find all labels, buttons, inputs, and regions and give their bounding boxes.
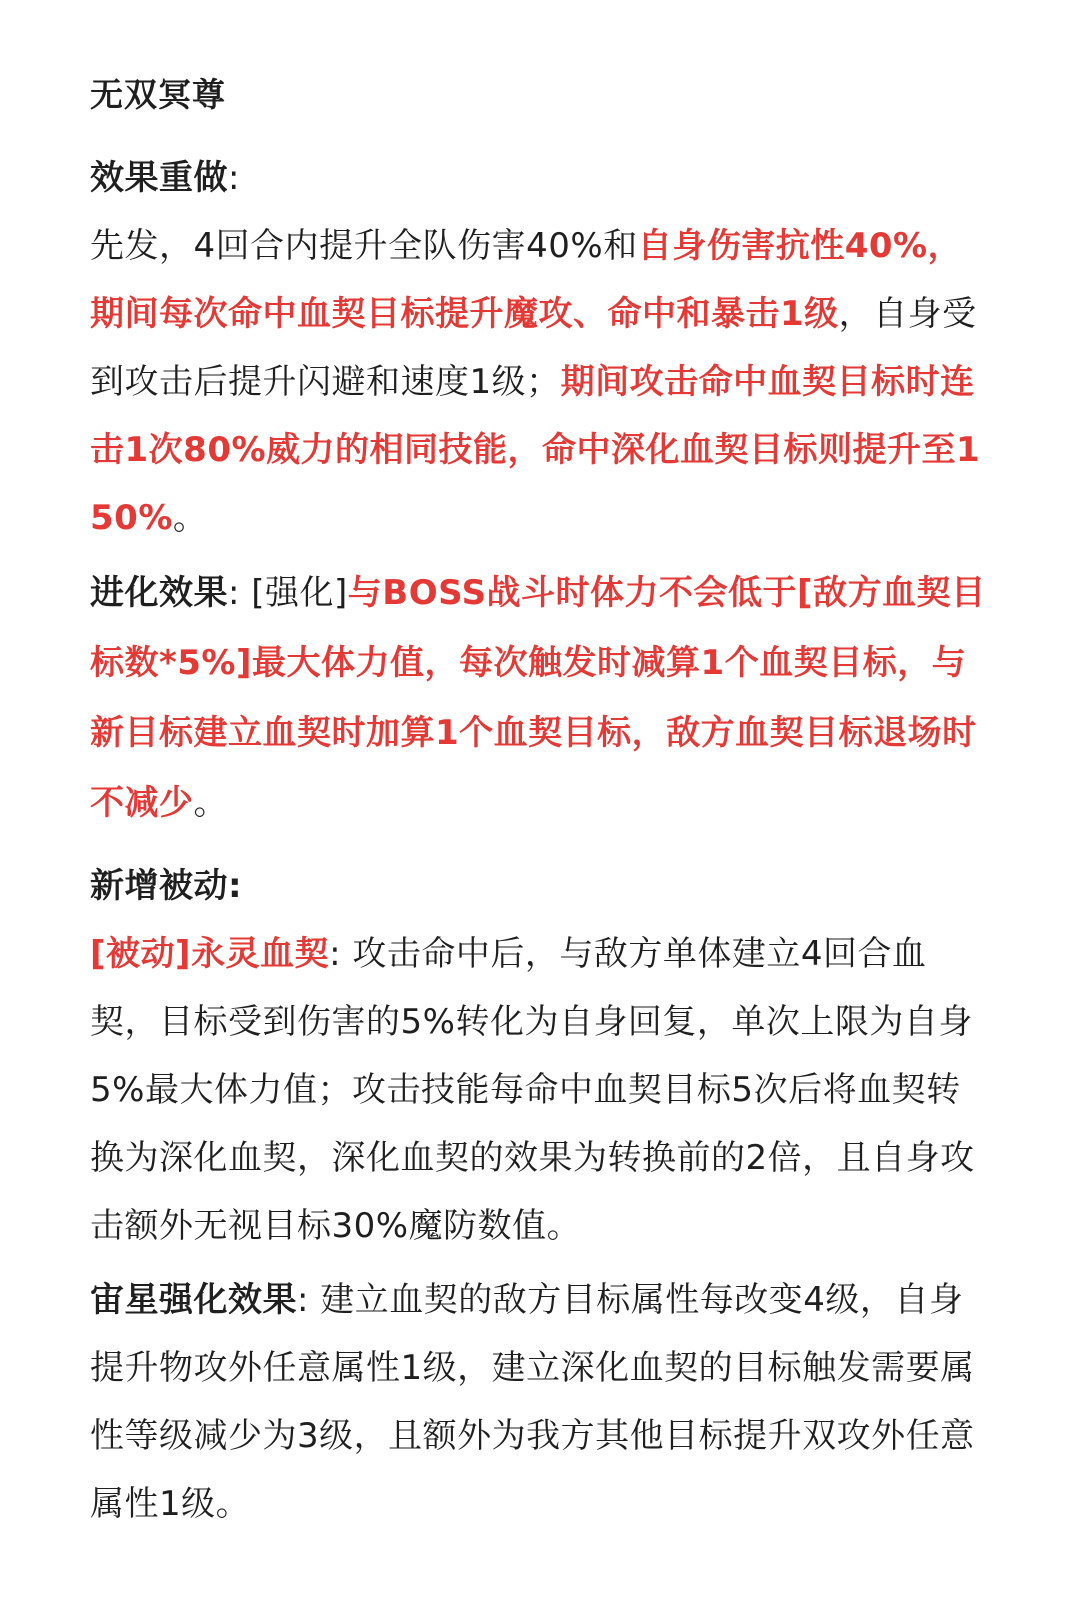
evolution-label: 进化效果 [90, 573, 228, 613]
star-enhance-section [90, 1266, 990, 1538]
evolution-tag: [强化] [251, 573, 348, 613]
rework-label: 效果重做 [90, 158, 228, 198]
evolution-colon: : [228, 573, 252, 613]
passive-name: [被动]永灵血契 [90, 934, 330, 974]
rework-highlight-1: 自身伤害抗性40%，期间每次命中血契目标提升魔攻、命中和暴击1级 [90, 226, 963, 334]
star-enhance-colon: : [297, 1280, 321, 1320]
page-title: 无双冥尊 [90, 75, 226, 114]
rework-end: 。 [172, 498, 208, 538]
rework-colon: : [228, 158, 240, 198]
evolution-end: 。 [193, 783, 228, 823]
new-passive-label: 新增被动: [90, 866, 243, 906]
evolution-highlight: 与BOSS战斗时体力不会低于[敌方血契目标数*5%]最大体力值，每次触发时减算1个血契目标，与新目标建立血契时加算1个血契目标，敌方血契目标退场时不减少 [90, 573, 986, 823]
rework-highlight-2: 期间攻击命中血契目标时连击1次80%威力的相同技能，命中深化血契目标则提升至150% [90, 362, 981, 538]
rework-intro: 先发，4回合内提升全队伤害40%和 [90, 226, 638, 266]
star-enhance-label: 宙星强化效果 [90, 1280, 297, 1320]
star-enhance-text: 建立血契的敌方目标属性每改变4级，自身提升物攻外任意属性1级，建立深化血契的目标触发需要属性等级减少为3级，且额外为我方其他目标提升双攻外任意属性1级。 [90, 1280, 975, 1524]
new-passive-section [90, 852, 990, 1260]
rework-mid: ，自身受到攻击后提升闪避和速度1级； [90, 294, 977, 402]
evolution-section [90, 558, 990, 838]
passive-colon: : [329, 934, 353, 974]
passive-text: 攻击命中后，与敌方单体建立4回合血契，目标受到伤害的5%转化为自身回复，单次上限为自身5%最大体力值；攻击技能每命中血契目标5次后将血契转换为深化血契，深化血契的效果为转换前的2倍，且自身攻击额外无视目标30%魔防数值。 [90, 934, 975, 1246]
rework-section [90, 144, 990, 552]
